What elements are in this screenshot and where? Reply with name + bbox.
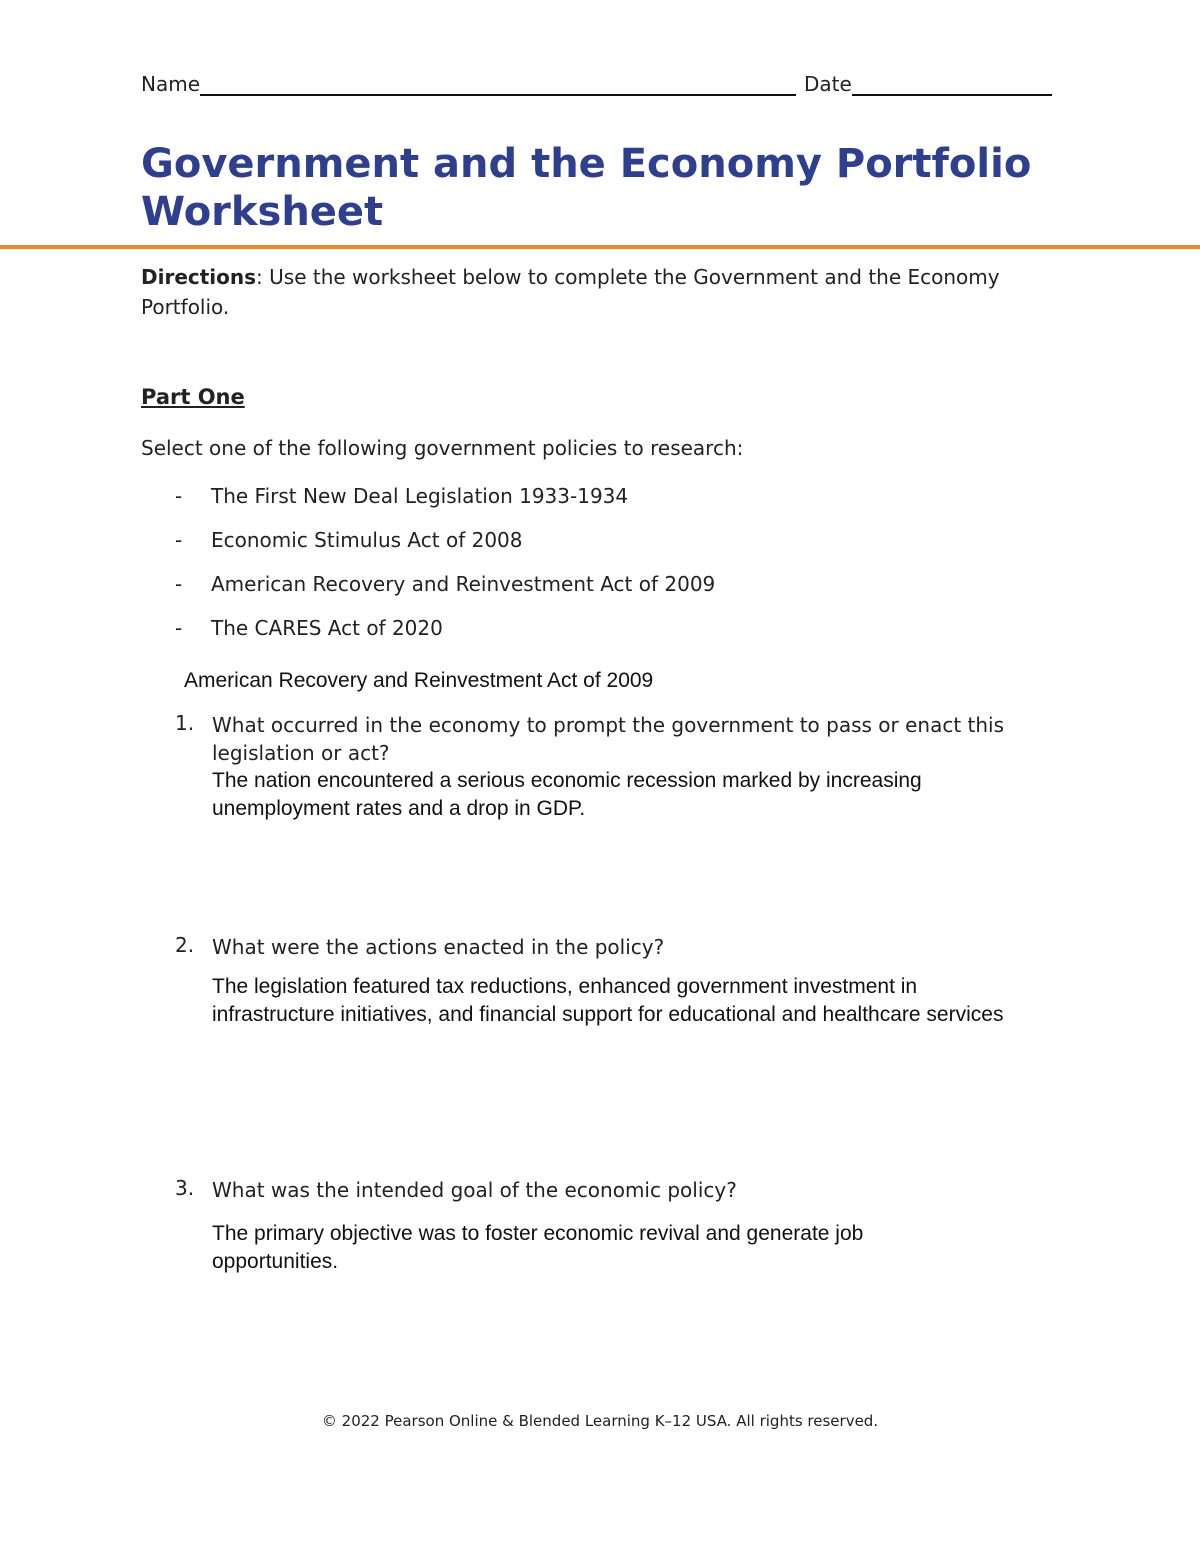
name-field[interactable]	[200, 72, 796, 96]
answer-text[interactable]: The nation encountered a serious economic recession marked by increasing unemployment rates and a drop in GDP.	[212, 769, 922, 820]
list-item: - The CARES Act of 2020	[175, 616, 443, 640]
question-number: 3.	[175, 1176, 195, 1200]
name-label: Name	[141, 72, 201, 96]
part-one-heading: Part One	[141, 385, 245, 409]
question-text: What were the actions enacted in the policy?	[212, 935, 665, 959]
divider	[0, 245, 1200, 249]
selected-policy[interactable]: American Recovery and Reinvestment Act of 2009	[184, 669, 654, 692]
directions-text: : Use the worksheet below to complete the Government and the Economy Portfolio.	[141, 265, 1000, 319]
date-label: Date	[804, 72, 852, 96]
answer-text[interactable]: The legislation featured tax reductions, enhanced government investment in infrastructure initiatives, and financial support for educational and healthcare services	[212, 975, 1004, 1026]
page-title: Government and the Economy Portfolio Worksheet	[141, 141, 1032, 235]
list-item: - The First New Deal Legislation 1933-1934	[175, 484, 629, 508]
list-item: - Economic Stimulus Act of 2008	[175, 528, 523, 552]
name-date-row	[141, 72, 1052, 96]
date-field[interactable]	[852, 72, 1052, 96]
question-3	[175, 1176, 1055, 1276]
question-text: What occurred in the economy to prompt the government to pass or enact this legislation or act?	[212, 713, 1005, 765]
list-item: - American Recovery and Reinvestment Act of 2009	[175, 572, 716, 596]
question-number: 2.	[175, 933, 195, 957]
question-1	[175, 711, 1055, 823]
question-number: 1.	[175, 711, 195, 735]
select-prompt: Select one of the following government policies to research:	[141, 436, 744, 460]
policy-list	[175, 484, 715, 660]
question-2	[175, 933, 1055, 1029]
footer-copyright: © 2022 Pearson Online & Blended Learning K–12 USA. All rights reserved.	[321, 1412, 879, 1430]
directions	[141, 262, 1041, 322]
directions-label: Directions	[141, 265, 257, 289]
question-text: What was the intended goal of the economic policy?	[212, 1178, 737, 1202]
answer-text[interactable]: The primary objective was to foster economic revival and generate job opportunities.	[212, 1222, 864, 1273]
